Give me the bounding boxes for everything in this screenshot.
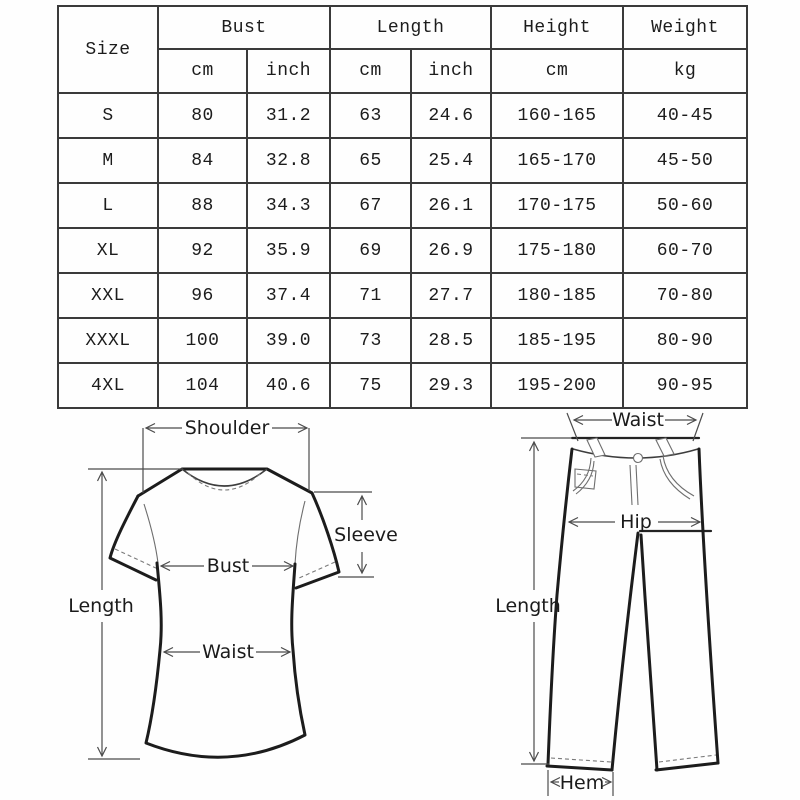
shirt-length-label: Length	[68, 595, 134, 617]
pants-diagram	[495, 409, 718, 796]
header-row-main	[58, 6, 747, 49]
size-row-l	[58, 183, 747, 228]
pants-button	[634, 454, 643, 463]
cell-height: 180-185	[491, 273, 623, 318]
cell-weight: 70-80	[623, 273, 747, 318]
tshirt-diagram	[68, 417, 398, 759]
cell-weight: 80-90	[623, 318, 747, 363]
cell-size: L	[58, 183, 158, 228]
cell-height: 165-170	[491, 138, 623, 183]
size-chart-table	[57, 5, 748, 409]
pants-waist-extension-left	[567, 413, 578, 441]
pants-left-leg-inseam	[612, 533, 638, 770]
pants-right-hem-seam	[659, 755, 716, 762]
size-row-s	[58, 93, 747, 138]
cell-length-cm: 69	[330, 228, 411, 273]
cell-height: 185-195	[491, 318, 623, 363]
cell-weight: 45-50	[623, 138, 747, 183]
unit-bust-inch: inch	[247, 49, 330, 93]
unit-weight-kg: kg	[623, 49, 747, 93]
pants-hip-label: Hip	[620, 511, 652, 533]
cell-height: 195-200	[491, 363, 623, 408]
tshirt-neckline	[182, 469, 267, 486]
cell-bust-inch: 40.6	[247, 363, 330, 408]
cell-bust-cm: 96	[158, 273, 247, 318]
cell-length-inch: 26.1	[411, 183, 491, 228]
cell-weight: 50-60	[623, 183, 747, 228]
pants-length-label: Length	[495, 595, 561, 617]
size-row-xxl	[58, 273, 747, 318]
cell-size: XXL	[58, 273, 158, 318]
cell-length-cm: 67	[330, 183, 411, 228]
pants-waist-label: Waist	[612, 409, 664, 431]
col-header-length: Length	[330, 6, 491, 49]
pants-waist-extension-right	[693, 413, 703, 441]
cell-bust-inch: 34.3	[247, 183, 330, 228]
cell-height: 170-175	[491, 183, 623, 228]
cell-length-inch: 29.3	[411, 363, 491, 408]
cell-weight: 90-95	[623, 363, 747, 408]
cell-size: S	[58, 93, 158, 138]
cell-length-inch: 25.4	[411, 138, 491, 183]
tshirt-left-armhole-seam	[144, 504, 158, 563]
pants-hem-label: Hem	[559, 772, 605, 794]
cell-bust-cm: 88	[158, 183, 247, 228]
cell-size: XL	[58, 228, 158, 273]
pants-belt-loop-right	[656, 438, 674, 456]
tshirt-left-cuff-seam	[115, 549, 158, 569]
shirt-waist-label: Waist	[202, 641, 254, 663]
pants-fly-seam-right	[636, 465, 638, 505]
pants-left-hem-seam	[551, 758, 611, 762]
tshirt-shoulders-outline	[138, 469, 312, 496]
unit-bust-cm: cm	[158, 49, 247, 93]
pants-right-pocket	[660, 456, 694, 499]
pants-right-leg-inseam	[641, 535, 657, 770]
cell-size: XXXL	[58, 318, 158, 363]
cell-length-cm: 65	[330, 138, 411, 183]
col-header-bust: Bust	[158, 6, 330, 49]
cell-bust-cm: 100	[158, 318, 247, 363]
cell-bust-inch: 31.2	[247, 93, 330, 138]
cell-length-inch: 28.5	[411, 318, 491, 363]
cell-height: 175-180	[491, 228, 623, 273]
size-row-xxxl	[58, 318, 747, 363]
shirt-bust-label: Bust	[206, 555, 250, 577]
cell-length-cm: 71	[330, 273, 411, 318]
cell-weight: 40-45	[623, 93, 747, 138]
cell-bust-inch: 39.0	[247, 318, 330, 363]
tshirt-neckline-seam	[188, 473, 261, 490]
size-row-xl	[58, 228, 747, 273]
unit-length-inch: inch	[411, 49, 491, 93]
cell-size: 4XL	[58, 363, 158, 408]
shirt-shoulder-label: Shoulder	[184, 417, 270, 439]
tshirt-left-sleeve	[110, 496, 156, 580]
measurement-diagrams	[0, 400, 800, 800]
cell-length-inch: 26.9	[411, 228, 491, 273]
pants-coin-pocket	[575, 469, 596, 489]
pants-right-leg-hem	[656, 763, 718, 770]
cell-height: 160-165	[491, 93, 623, 138]
tshirt-right-armhole-seam	[295, 501, 305, 564]
cell-bust-inch: 35.9	[247, 228, 330, 273]
pants-left-leg-hem	[547, 766, 612, 770]
shirt-sleeve-label: Sleeve	[334, 524, 398, 546]
size-row-m	[58, 138, 747, 183]
cell-length-cm: 73	[330, 318, 411, 363]
col-header-size: Size	[58, 6, 158, 93]
pants-right-leg-outer	[699, 449, 718, 763]
header-row-units	[58, 49, 747, 93]
cell-size: M	[58, 138, 158, 183]
cell-length-cm: 75	[330, 363, 411, 408]
cell-bust-cm: 84	[158, 138, 247, 183]
cell-bust-inch: 32.8	[247, 138, 330, 183]
cell-weight: 60-70	[623, 228, 747, 273]
cell-length-inch: 27.7	[411, 273, 491, 318]
unit-height-cm: cm	[491, 49, 623, 93]
cell-length-cm: 63	[330, 93, 411, 138]
col-header-height: Height	[491, 6, 623, 49]
cell-bust-cm: 92	[158, 228, 247, 273]
tshirt-right-sleeve	[296, 493, 339, 588]
unit-length-cm: cm	[330, 49, 411, 93]
pants-fly-seam-left	[630, 465, 632, 505]
cell-bust-inch: 37.4	[247, 273, 330, 318]
cell-length-inch: 24.6	[411, 93, 491, 138]
cell-bust-cm: 80	[158, 93, 247, 138]
col-header-weight: Weight	[623, 6, 747, 49]
cell-bust-cm: 104	[158, 363, 247, 408]
pants-belt-loop-left	[587, 438, 605, 457]
